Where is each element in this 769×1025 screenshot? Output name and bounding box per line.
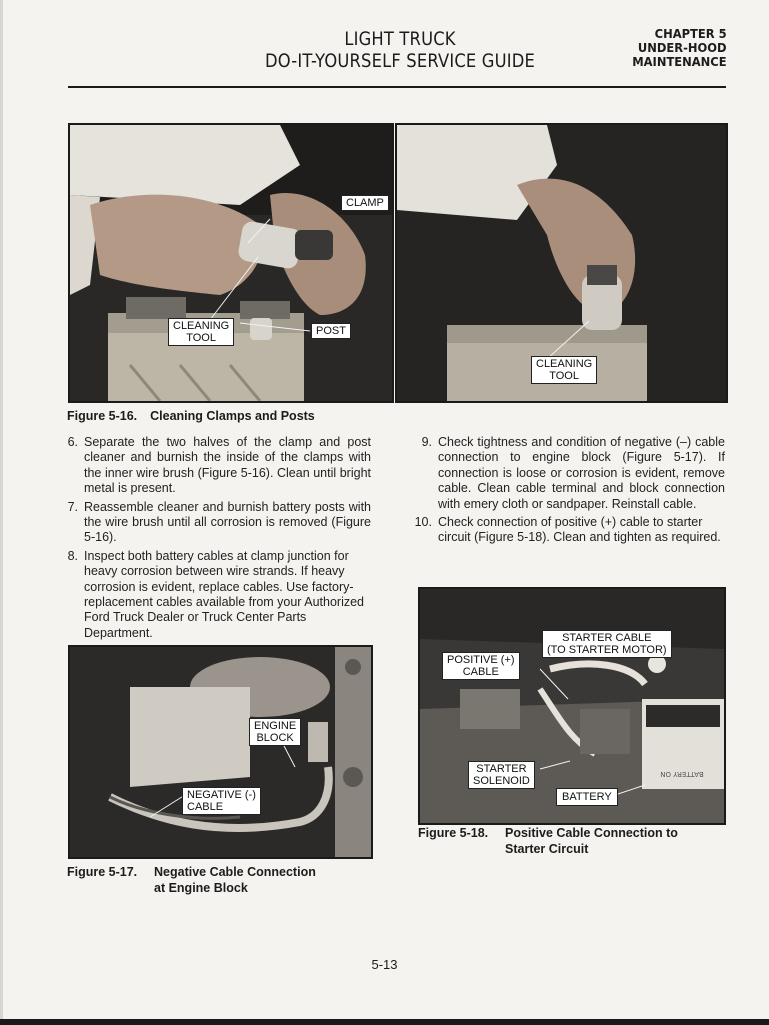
page-number: 5-13 (371, 957, 398, 972)
callout-battery: BATTERY (556, 788, 618, 806)
figure-5-16-right-photo (395, 123, 728, 403)
figure-5-18-caption (418, 825, 678, 857)
figure-5-16-caption-text: Cleaning Clamps and Posts (150, 409, 315, 423)
step-7 (67, 499, 371, 546)
callout-positive-cable-line1: POSITIVE (+) (447, 654, 515, 666)
figure-5-16-left-photo (68, 123, 394, 403)
step-7-number: 7. (67, 499, 78, 514)
step-9 (421, 435, 725, 512)
callout-starter-solenoid-line2: SOLENOID (473, 775, 530, 787)
callout-positive-cable (442, 652, 520, 680)
callout-starter-cable (542, 630, 672, 658)
step-9-text: Check tightness and condition of negative (–) cable connection to engine block (Figure 5-17). If connection is loose or corrosion is evident, remove cable. Clean cable terminal and block connection with emery cloth or sandpaper. Reinstall cable. (438, 435, 725, 511)
callout-right-cleaning-tool-line1: CLEANING (536, 358, 593, 370)
step-6 (67, 435, 371, 497)
callout-positive-cable-line2: CABLE (462, 666, 499, 678)
battery-panel-text: BATTERY ON (660, 770, 704, 778)
step-10-text: Check connection of positive (+) cable to starter circuit (Figure 5-18). Clean and tighten as required. (438, 515, 721, 545)
figure-5-17-caption (67, 864, 316, 896)
header-title-line1: LIGHT TRUCK (344, 28, 456, 50)
chapter-line1: CHAPTER 5 (655, 26, 727, 41)
cleaning-clamp-photo-illustration (70, 125, 392, 401)
step-7-text: Reassemble cleaner and burnish battery posts with the wire brush until all corrosion is removed (Figure 5-16). (84, 499, 371, 545)
negative-cable-photo-illustration (70, 647, 371, 857)
figure-5-17-caption-number: Figure 5-17. (67, 865, 138, 879)
chapter-line3: MAINTENANCE (632, 54, 727, 69)
step-8 (67, 548, 371, 641)
figure-5-18-caption-line1: Positive Cable Connection to (505, 826, 678, 840)
page-edge-bottom (0, 1019, 769, 1025)
callout-clamp: CLAMP (341, 195, 389, 211)
step-6-text: Separate the two halves of the clamp and post cleaner and burnish the inside of the clamps with the inner wire brush (Figure 5-16). Clean until bright metal is present. (84, 435, 371, 496)
figure-5-16-caption (67, 408, 315, 424)
callout-post: POST (311, 323, 351, 339)
header-rule (68, 86, 726, 88)
callout-right-cleaning-tool-line2: TOOL (549, 370, 579, 382)
callout-cleaning-tool-line1: CLEANING (173, 320, 230, 332)
step-9-number: 9. (421, 435, 432, 449)
figure-5-18-photo (418, 587, 726, 825)
figure-5-17-photo (68, 645, 373, 859)
figure-5-16-caption-number: Figure 5-16. (67, 409, 138, 423)
callout-engine-block-line2: BLOCK (256, 732, 294, 744)
chapter-line2: UNDER-HOOD (638, 40, 727, 55)
callout-engine-block (249, 718, 301, 746)
chapter-heading (633, 27, 727, 69)
figure-5-18-caption-line2: Starter Circuit (505, 842, 589, 856)
callout-cleaning-tool (168, 318, 234, 346)
callout-right-cleaning-tool (531, 356, 597, 384)
callout-starter-cable-line1: STARTER CABLE (562, 632, 652, 644)
callout-engine-block-line1: ENGINE (254, 720, 297, 732)
step-8-text: Inspect both battery cables at clamp junction for heavy corrosion between wire strands. If heavy corrosion is evident, replace cables. Use factory-replacement cables available from your Authorized Ford Truck Dealer or Truck Center Parts Department. (84, 548, 365, 640)
step-8-number: 8. (67, 548, 78, 563)
step-10-number: 10. (414, 515, 432, 530)
callout-starter-solenoid-line1: STARTER (476, 763, 527, 775)
left-steps (67, 435, 371, 644)
step-10 (414, 515, 725, 546)
page-edge-left (0, 0, 3, 1025)
right-steps (414, 435, 725, 549)
callout-negative-cable (182, 787, 261, 815)
header-title-line2: DO-IT-YOURSELF SERVICE GUIDE (265, 50, 535, 72)
page-header-title (228, 28, 572, 72)
figure-5-17-caption-line2: at Engine Block (154, 881, 248, 895)
figure-5-17-caption-line1: Negative Cable Connection (154, 865, 316, 879)
step-6-number: 6. (67, 435, 78, 449)
callout-negative-cable-line1: NEGATIVE (-) (187, 789, 256, 801)
callout-starter-cable-line2: (TO STARTER MOTOR) (547, 644, 667, 656)
callout-cleaning-tool-line2: TOOL (186, 332, 216, 344)
callout-negative-cable-line2: CABLE (187, 801, 224, 813)
figure-5-18-caption-number: Figure 5-18. (418, 826, 489, 840)
callout-starter-solenoid (468, 761, 535, 789)
